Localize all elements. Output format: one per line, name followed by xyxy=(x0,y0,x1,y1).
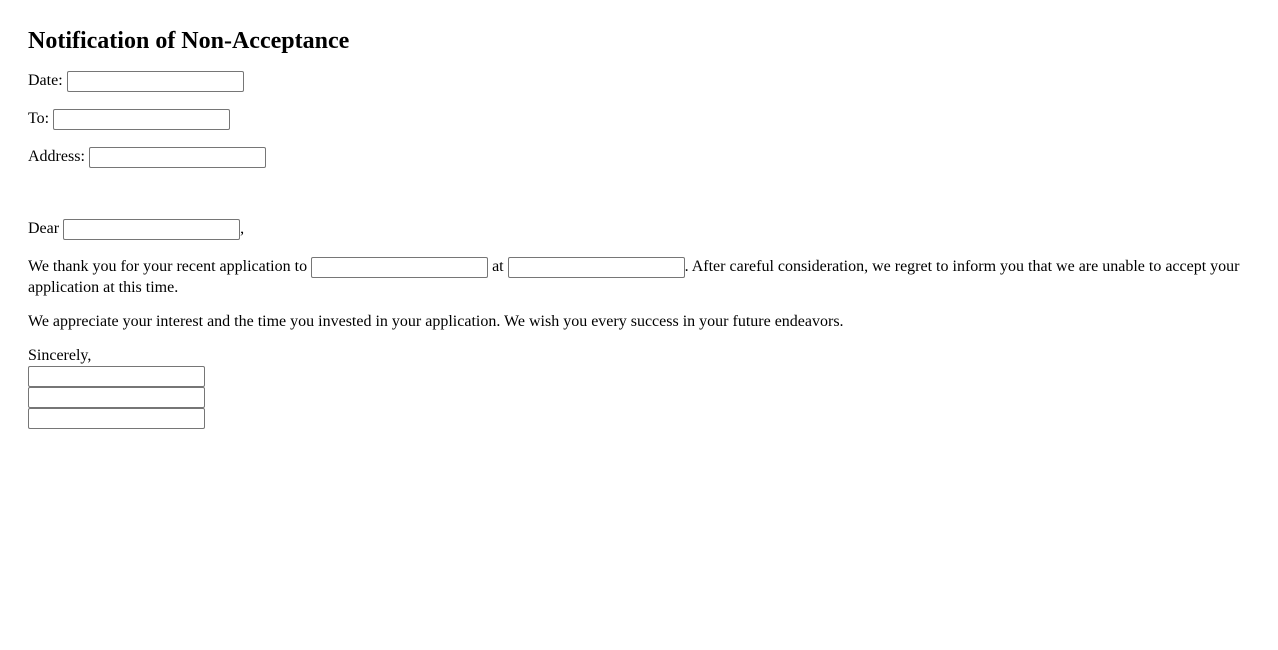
body-paragraph-2: We appreciate your interest and the time you invested in your application. We wish you every success in your future endeavors. xyxy=(28,313,844,330)
to-label: To: xyxy=(28,110,50,128)
to-line xyxy=(28,109,1250,130)
organization-input[interactable] xyxy=(508,257,685,278)
page-title: Notification of Non-Acceptance xyxy=(28,28,350,54)
body1-at-text: at xyxy=(492,258,504,276)
dear-label: Dear xyxy=(28,220,60,238)
address-label: Address: xyxy=(28,148,85,166)
salutation-line xyxy=(28,219,1250,240)
body1-prefix-text: We thank you for your recent application to xyxy=(28,258,308,276)
signature-organization-input[interactable] xyxy=(28,408,205,429)
date-line xyxy=(28,71,1250,92)
position-input[interactable] xyxy=(311,257,488,278)
salutation-comma: , xyxy=(240,220,245,238)
signature-block xyxy=(28,346,1250,429)
to-input[interactable] xyxy=(53,109,230,130)
date-input[interactable] xyxy=(67,71,244,92)
signature-name-input[interactable] xyxy=(28,366,205,387)
signature-title-input[interactable] xyxy=(28,387,205,408)
date-label: Date: xyxy=(28,72,63,90)
address-input[interactable] xyxy=(89,147,266,168)
body-paragraph-1 xyxy=(28,257,1250,298)
closing-text: Sincerely, xyxy=(28,347,92,364)
address-line xyxy=(28,147,1250,168)
body1-suffix-text: . After careful consideration, we regret to inform you that we are unable to accept your application at this time. xyxy=(28,258,1240,296)
recipient-name-input[interactable] xyxy=(63,219,240,240)
